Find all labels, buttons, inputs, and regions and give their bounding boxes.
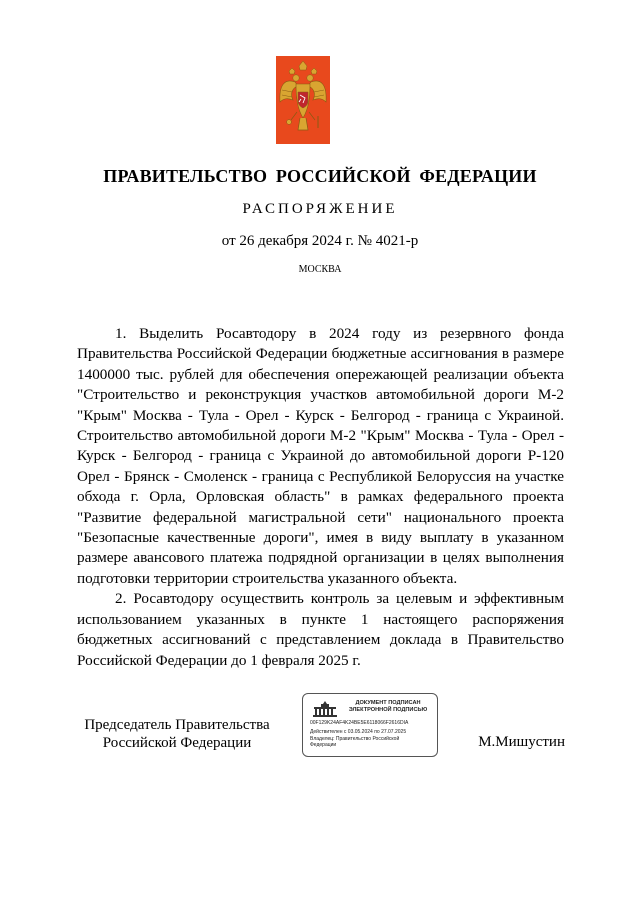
signer-position (77, 716, 277, 752)
document-body (77, 324, 564, 671)
stamp-title-line-1: ДОКУМЕНТ ПОДПИСАН (355, 700, 421, 706)
stamp-owner-line-2: Федерации (310, 742, 337, 748)
document-type: РАСПОРЯЖЕНИЕ (242, 201, 398, 217)
government-title: ПРАВИТЕЛЬСТВО РОССИЙСКОЙ ФЕДЕРАЦИИ (103, 166, 537, 186)
signer-position-line-2: Российской Федерации (102, 735, 252, 751)
stamp-validity: Действителен с 03.05.2024 по 27.07.2025 (310, 729, 407, 735)
paragraph-2: 2. Росавтодору осуществить контроль за целевым и эффективным использованием указанных в пункте 1 настоящего распоряжения бюджетных ассигнований с представлением доклада в Правительство Российской Федерации до 1 февраля 2025 г. (77, 590, 564, 669)
signer-name: М.Мишустин (478, 734, 565, 750)
stamp-owner-line-1: Владелец: Правительство Российской (310, 736, 400, 742)
document-city: МОСКВА (298, 264, 342, 275)
stamp-certificate: 00F129K24AF4K24BE5E6118066F2616DIA (310, 720, 409, 726)
stamp-title-line-2: ЭЛЕКТРОННОЙ ПОДПИСЬЮ (348, 707, 428, 713)
russian-coat-of-arms-icon (276, 56, 330, 144)
signer-position-line-1: Председатель Правительства (84, 717, 270, 733)
electronic-signature-stamp (302, 693, 438, 757)
paragraph-1: 1. Выделить Росавтодору в 2024 году из резервного фонда Правительства Российской Федерации бюджетные ассигнования в размере 1400000 тыс. рублей для обеспечения опережающей реализации объекта "Строительство и реконструкция участков автомобильной дороги М-2 "Крым" Москва - Тула - Орел - Курск - Белгород - граница с Украиной. Строительство автомобильной дороги М-2 "Крым" Москва - Тула - Орел - Курск - Белгород - граница с Украиной до автомобильной дороги Р-120 Орел - Брянск - Смоленск - граница с Республикой Белоруссия на участке обхода г. Орла, Орловская область" в рамках федерального проекта "Развитие федеральной магистральной сети" национального проекта "Безопасные качественные дороги", имея в виду выплату в указанном размере авансового платежа подрядной организации в целях выполнения подготовки территории строительства указанного объекта. (77, 325, 564, 587)
stamp-title (341, 700, 435, 714)
government-building-icon (311, 700, 339, 718)
document-date-number: от 26 декабря 2024 г. № 4021-р (221, 233, 419, 249)
